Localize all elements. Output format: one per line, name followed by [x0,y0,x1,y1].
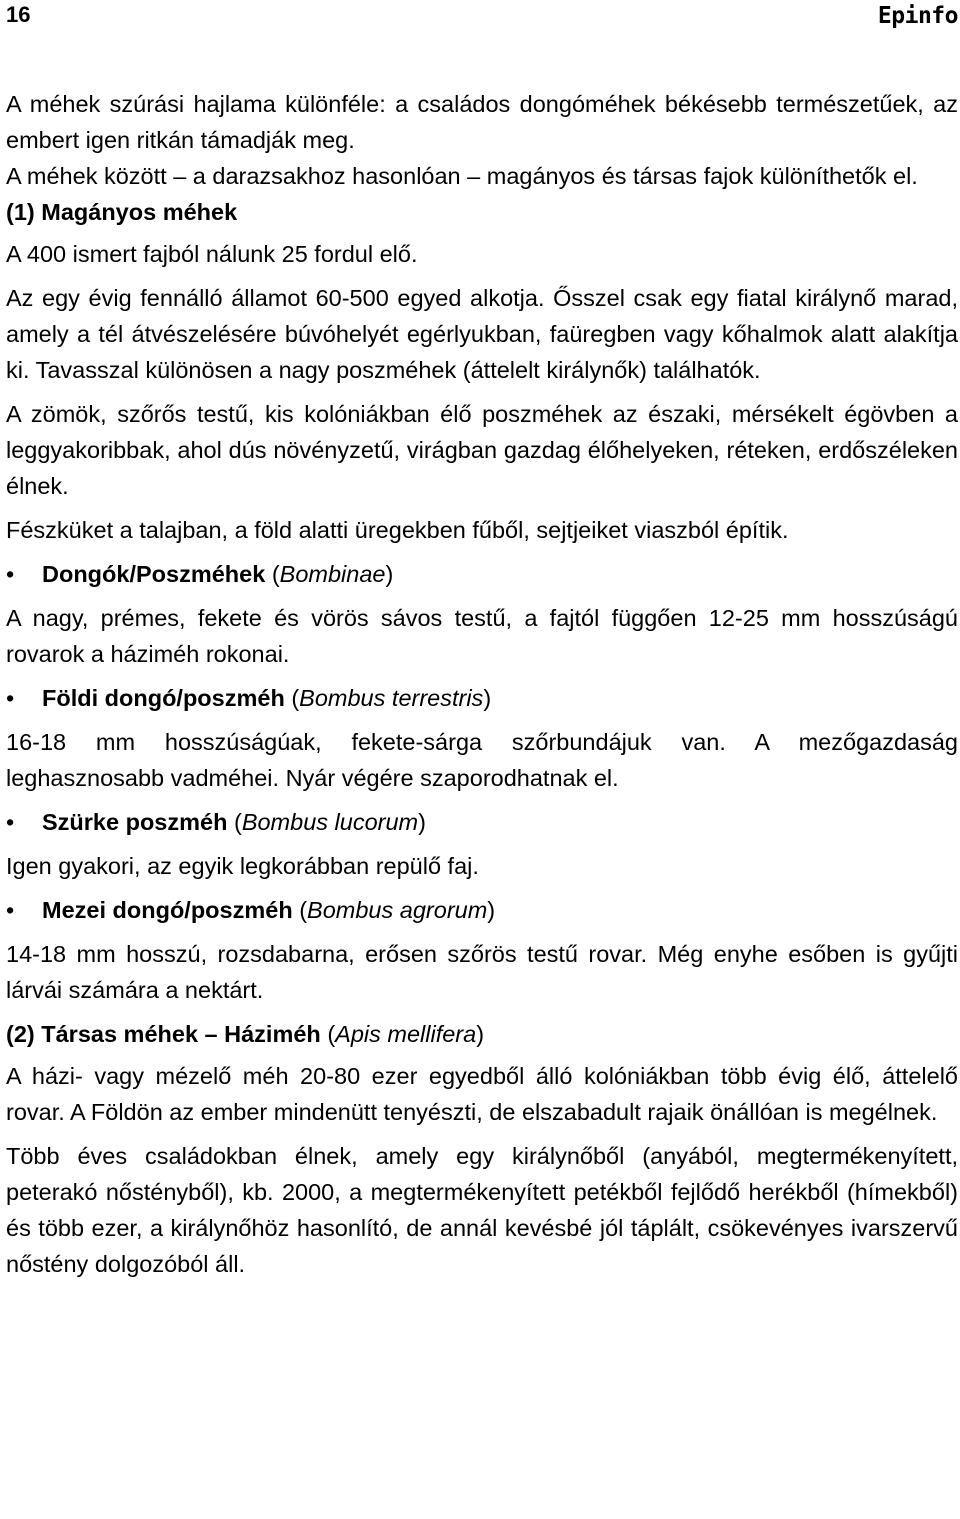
bullet-icon: • [6,897,15,923]
paragraph-colony: Az egy évig fennálló államot 60-500 egyed alkotja. Ősszel csak egy fiatal királynő marad, amely a tél átvészelésére búvóhelyét egérlyukban, faüregben vagy kőhalmok alatt alakítja ki. Tavasszal különösen a nagy poszméhek (áttelelt királynők) találhatók. [6,285,958,383]
latin-name: Bombus agrorum [307,897,488,923]
paragraph-lucorum: Igen gyakori, az egyik legkorábban repülő faj. [6,853,479,879]
bullet-title: Dongók/Poszméhek [42,561,266,587]
latin-name: Apis mellifera [335,1021,477,1047]
paragraph-bombinae: A nagy, prémes, fekete és vörös sávos testű, a fajtól függően 12-25 mm hosszúságú rovarok a háziméh rokonai. [6,605,958,667]
brand-logo: Epinfo [877,3,958,29]
paragraph-species-count: A 400 ismert fajból nálunk 25 fordul elő. [6,241,418,267]
paragraph-honeybee-colony: Több éves családokban élnek, amely egy királynőből (anyából, megtermékenyített, peterakó nőstényből), kb. 2000, a megtermékenyített petékből fejlődő herékből (hímekből) és több ezer, a királynőhöz hasonlító, de annál kevésbé jól táplált, csökevényes ivarszervű nőstény dolgozóból áll. [6,1143,958,1277]
document-body [6,86,958,1290]
paragraph-nest: Fészküket a talajban, a föld alatti üregekben fűből, sejtjeiket viaszból építik. [6,517,789,543]
paragraph-habitat: A zömök, szőrős testű, kis kolóniákban élő poszméhek az északi, mérsékelt égövben a leggyakoribbak, ahol dús növényzetű, virágban gazdag élőhelyeken, réteken, erdőszéleken élnek. [6,401,958,499]
bullet-agrorum: • Mezei dongó/poszméh (Bombus agrorum) [6,892,958,928]
paragraph-solitary-social: A méhek között – a darazsakhoz hasonlóan – magányos és társas fajok különíthetők el. [6,163,918,189]
bullet-title: Szürke poszméh [42,809,228,835]
paragraph-honeybee: A házi- vagy mézelő méh 20-80 ezer egyedből álló kolóniákban több évig élő, áttelelő rovar. A Földön az ember mindenütt tenyészti, de elszabadult rajaik önállóan is megélnek. [6,1063,958,1125]
section-heading-solitary: (1) Magányos méhek [6,199,238,225]
section-heading-social: (2) Társas méhek – Háziméh (Apis mellifera) [6,1021,485,1047]
latin-name: Bombus lucorum [241,809,419,835]
bullet-icon: • [6,685,15,711]
heading-text: (2) Társas méhek – Háziméh [6,1021,321,1047]
paragraph-agrorum: 14-18 mm hosszú, rozsdabarna, erősen szőrös testű rovar. Még enyhe esőben is gyűjti lárvái számára a nektárt. [6,941,958,1003]
bullet-icon: • [6,561,15,587]
paragraph-terrestris: 16-18 mm hosszúságúak, fekete-sárga szőrbundájuk van. A mezőgazdaság leghasznosabb vadméhei. Nyár végére szaporodhatnak el. [6,729,958,791]
latin-name: Bombinae [279,561,386,587]
bullet-title: Mezei dongó/poszméh [42,897,293,923]
latin-name: Bombus terrestris [299,685,484,711]
bullet-bombinae: • Dongók/Poszméhek (Bombinae) [6,556,958,592]
page-number: 16 [6,2,31,27]
bullet-title: Földi dongó/poszméh [42,685,285,711]
paragraph-stinging: A méhek szúrási hajlama különféle: a családos dongóméhek békésebb természetűek, az embert igen ritkán támadják meg. [6,91,958,153]
page-header [0,0,960,40]
bullet-lucorum: • Szürke poszméh (Bombus lucorum) [6,804,958,840]
bullet-icon: • [6,809,15,835]
bullet-terrestris: • Földi dongó/poszméh (Bombus terrestris) [6,680,958,716]
